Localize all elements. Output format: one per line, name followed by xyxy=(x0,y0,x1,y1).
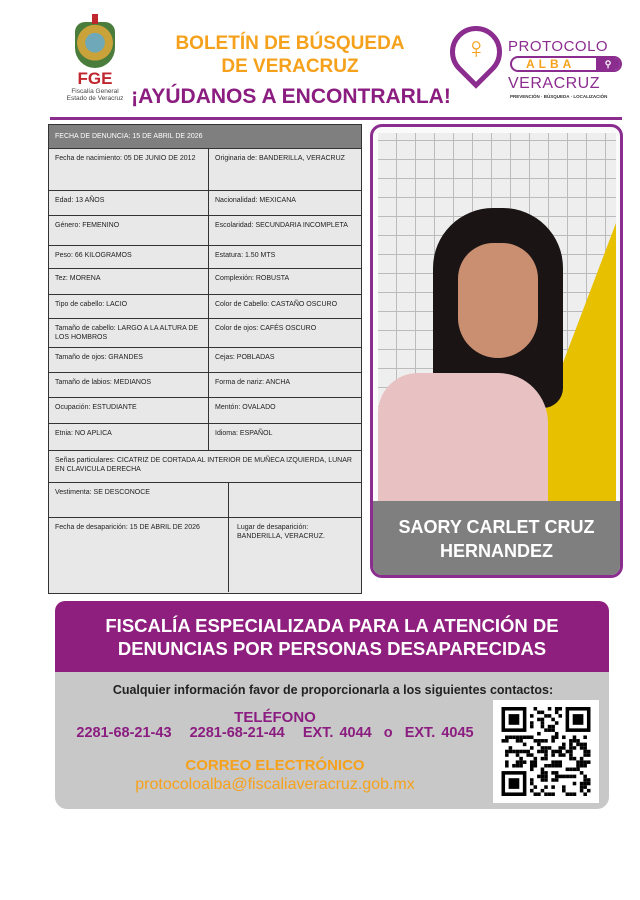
table-cell: Nacionalidad: MEXICANA xyxy=(215,197,296,204)
fiscalia-banner: FISCALÍA ESPECIALIZADA PARA LA ATENCIÓN DE DENUNCIAS POR PERSONAS DESAPARECIDAS xyxy=(55,601,609,673)
table-row xyxy=(49,424,361,451)
person-name: SAORY CARLET CRUZ HERNANDEZ xyxy=(373,501,620,575)
table-cell: Mentón: OVALADO xyxy=(215,404,276,411)
table-row xyxy=(49,149,361,191)
table-cell: Fecha de nacimiento: 05 DE JUNIO DE 2012 xyxy=(49,149,209,190)
table-row xyxy=(49,373,361,398)
table-row xyxy=(49,319,361,348)
table-cell: Forma de nariz: ANCHA xyxy=(215,379,291,386)
table-cell: Tamaño de labios: MEDIANOS xyxy=(49,373,209,397)
table-cell: Género: FEMENINO xyxy=(49,216,209,245)
table-cell xyxy=(229,483,361,517)
table-row xyxy=(49,269,361,295)
table-row xyxy=(49,451,361,483)
table-cell: Tamaño de cabello: LARGO A LA ALTURA DE LOS HOMBROS xyxy=(49,319,209,347)
table-row xyxy=(49,518,361,592)
table-row xyxy=(49,483,361,518)
table-cell: FECHA DE DENUNCIA: 15 DE ABRIL DE 2026 xyxy=(55,133,203,140)
qr-code-icon xyxy=(500,707,592,796)
org-name-2: Estado de Veracruz xyxy=(66,95,124,102)
table-cell: Escolaridad: SECUNDARIA INCOMPLETA xyxy=(215,222,348,229)
table-cell: Tamaño de ojos: GRANDES xyxy=(49,348,209,372)
table-cell: Color de ojos: CAFÉS OSCURO xyxy=(215,325,317,332)
protocol-tagline: PREVENCIÓN · BÚSQUEDA · LOCALIZACIÓN xyxy=(510,94,608,99)
qr-code[interactable] xyxy=(493,700,599,803)
protocol-line-1: PROTOCOLO xyxy=(508,38,609,55)
subtitle: ¡AYÚDANOS A ENCONTRARLA! xyxy=(131,85,451,108)
table-row xyxy=(49,398,361,424)
veracruz-coat-of-arms-icon xyxy=(75,22,115,68)
table-cell: Etnia: NO APLICA xyxy=(49,424,209,450)
table-cell: Vestimenta: SE DESCONOCE xyxy=(49,483,229,517)
table-cell: Ocupación: ESTUDIANTE xyxy=(49,398,209,423)
table-cell: Edad: 13 AÑOS xyxy=(49,191,209,215)
title-line-2: DE VERACRUZ xyxy=(221,56,359,77)
email-link[interactable]: protocoloalba@fiscaliaveracruz.gob.mx xyxy=(135,776,415,793)
email-label: CORREO ELECTRÓNICO xyxy=(185,757,365,774)
table-row xyxy=(49,191,361,216)
org-name-1: Fiscalía General xyxy=(71,88,119,95)
table-cell: Tipo de cabello: LACIO xyxy=(49,295,209,318)
contact-intro: Cualquier información favor de proporcionarla a los siguientes contactos: xyxy=(112,683,554,697)
table-cell: Señas particulares: CICATRIZ DE CORTADA AL INTERIOR DE MUÑECA IZQUIERDA, LUNAR EN CLAVICULA DERECHA xyxy=(55,457,352,473)
photo-card xyxy=(370,124,623,578)
phone-label: TELÉFONO xyxy=(234,709,316,726)
table-cell: Tez: MORENA xyxy=(49,269,209,294)
table-cell: Idioma: ESPAÑOL xyxy=(215,430,273,437)
table-row xyxy=(49,216,361,246)
table-cell: Cejas: POBLADAS xyxy=(215,354,275,361)
table-row xyxy=(49,295,361,319)
person-details-table xyxy=(48,124,362,594)
search-icon: ⚲ xyxy=(596,58,620,70)
title-line-1: BOLETÍN DE BÚSQUEDA xyxy=(175,33,405,54)
person-photo xyxy=(378,133,616,501)
alba-pill xyxy=(510,56,622,72)
table-row xyxy=(49,348,361,373)
protocol-line-3: VERACRUZ xyxy=(508,75,601,92)
protocolo-alba-logo xyxy=(448,26,633,106)
header-divider xyxy=(50,117,622,120)
org-abbr: FGE xyxy=(77,69,113,88)
table-cell: Estatura: 1.50 MTS xyxy=(215,252,276,259)
fge-logo xyxy=(62,22,128,108)
female-symbol-icon: ♀ xyxy=(465,32,488,65)
table-cell: Originaria de: BANDERILLA, VERACRUZ xyxy=(215,155,345,162)
table-cell: Lugar de desaparición: BANDERILLA, VERACRUZ. xyxy=(237,524,325,540)
table-cell: Fecha de desaparición: 15 DE ABRIL DE 2026 xyxy=(49,518,229,592)
table-row xyxy=(49,246,361,269)
table-cell: Color de Cabello: CASTAÑO OSCURO xyxy=(215,301,338,308)
protocol-line-2: ALBA xyxy=(526,57,576,71)
phone-numbers[interactable]: 2281-68-21-43 2281-68-21-44 EXT. 4044 o EXT. 4045 xyxy=(76,725,474,741)
table-row xyxy=(49,125,361,149)
table-cell: Complexión: ROBUSTA xyxy=(215,275,290,282)
table-cell: Peso: 66 KILOGRAMOS xyxy=(49,246,209,268)
